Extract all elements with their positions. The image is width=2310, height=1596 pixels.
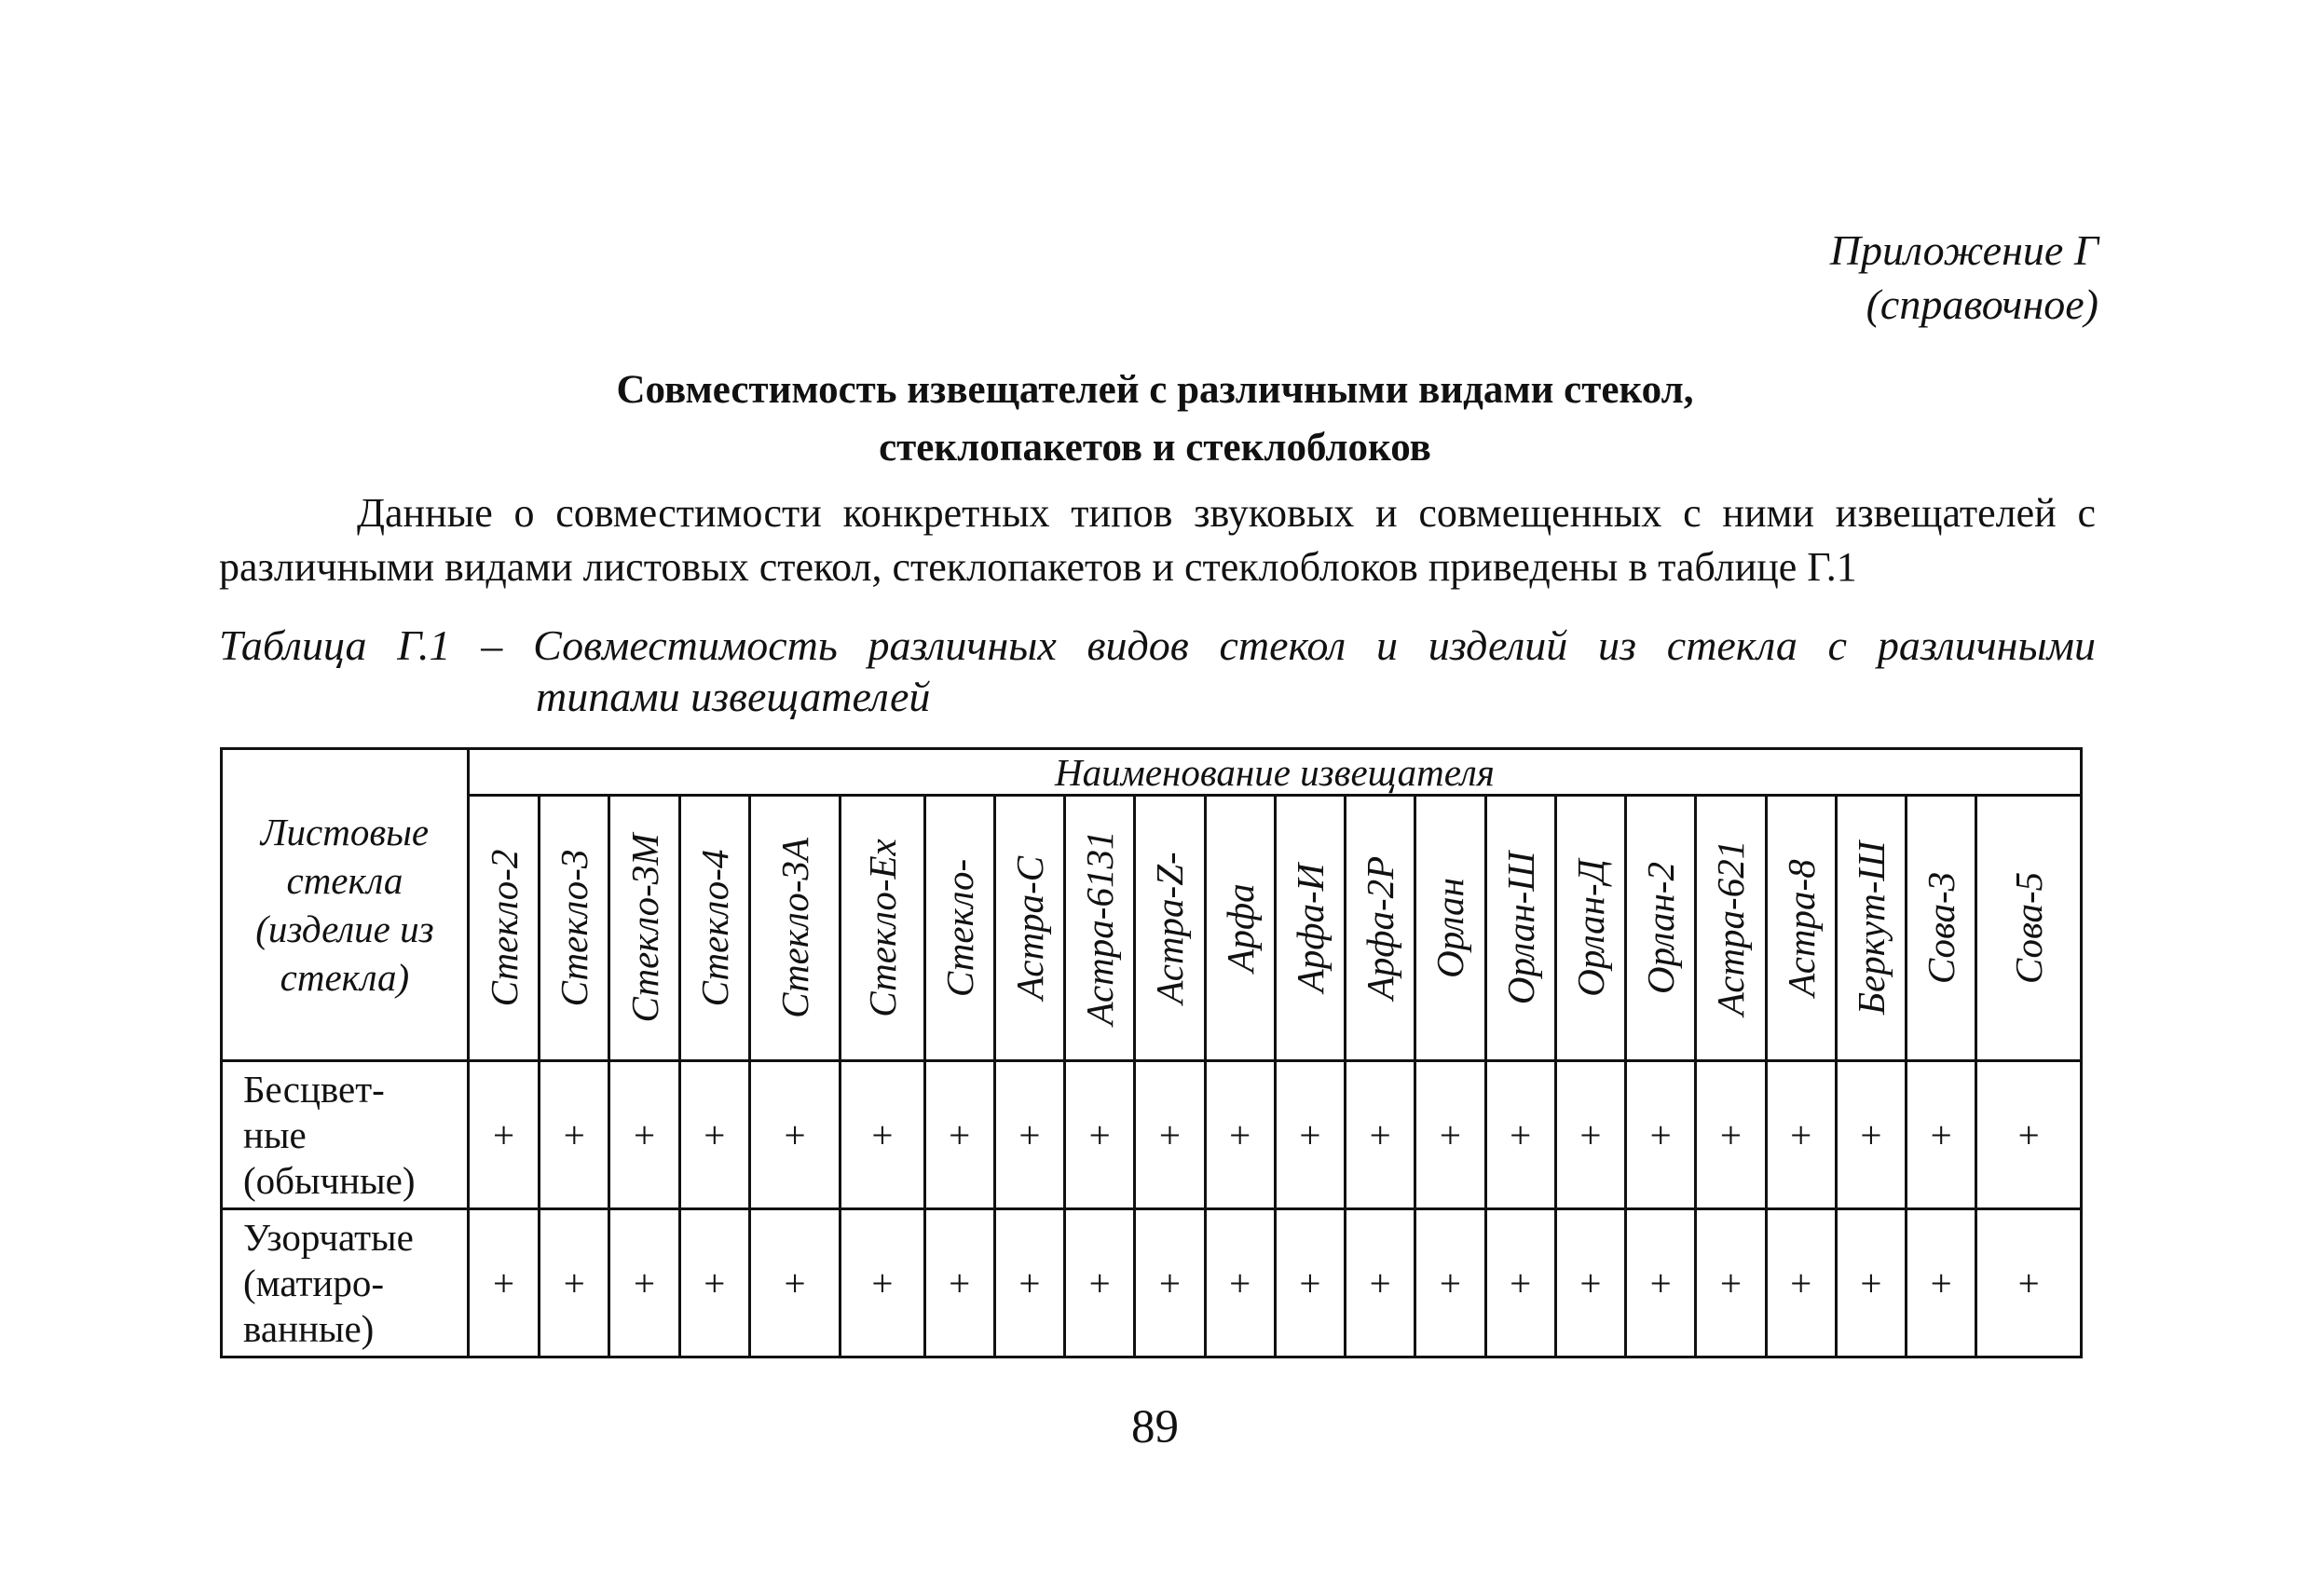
compatibility-mark: + (749, 1209, 840, 1357)
glass-type-label-line: Бесцвет- (243, 1068, 385, 1111)
compatibility-mark: + (1065, 1061, 1135, 1209)
compatibility-mark: + (679, 1209, 749, 1357)
compatibility-mark: + (1907, 1209, 1976, 1357)
detector-header (609, 796, 679, 1061)
detector-name: Орлан-Д (1568, 859, 1612, 997)
detector-name: Сова-3 (1920, 871, 1963, 985)
compatibility-mark: + (609, 1061, 679, 1209)
compatibility-mark: + (1555, 1209, 1625, 1357)
page-number: 89 (1131, 1401, 1179, 1453)
compatibility-mark: + (1696, 1209, 1766, 1357)
compatibility-mark: + (540, 1209, 609, 1357)
glass-type-label-line: (обычные) (243, 1159, 416, 1202)
detector-header (1626, 796, 1696, 1061)
detector-header (1415, 796, 1485, 1061)
corner-header (222, 749, 469, 1061)
caption-line-1: Таблица Г.1 – Совместимость различных видов стекол и изделий из стекла с различными (219, 621, 2096, 669)
detector-name: Астра-6131 (1078, 830, 1122, 1026)
detector-name: Стекло-4 (692, 849, 736, 1007)
table-row (222, 1061, 2082, 1209)
detector-header (1485, 796, 1555, 1061)
glass-type-label-line: ные (243, 1113, 307, 1156)
compatibility-mark: + (994, 1209, 1064, 1357)
table-caption (219, 620, 2096, 722)
corner-header-line: стекла (286, 859, 403, 902)
glass-type-label (222, 1061, 469, 1209)
detector-name: Стекло-3А (773, 838, 817, 1018)
compatibility-mark: + (1766, 1209, 1836, 1357)
compatibility-mark: + (841, 1209, 924, 1357)
compatibility-mark: + (924, 1061, 994, 1209)
compatibility-mark: + (1135, 1209, 1205, 1357)
compatibility-mark: + (1065, 1209, 1135, 1357)
compatibility-mark: + (1836, 1061, 1906, 1209)
compatibility-mark: + (1907, 1061, 1976, 1209)
detector-header (1696, 796, 1766, 1061)
detector-header (1346, 796, 1415, 1061)
glass-type-label (222, 1209, 469, 1357)
compatibility-mark: + (1485, 1209, 1555, 1357)
detector-group-header: Наименование извещателя (468, 749, 2081, 796)
detector-header (1766, 796, 1836, 1061)
detector-name: Орлан (1428, 878, 1472, 978)
detector-header (679, 796, 749, 1061)
section-heading (224, 361, 2086, 477)
detector-name: Арфа (1218, 883, 1262, 973)
detector-header (841, 796, 924, 1061)
detector-header (1907, 796, 1976, 1061)
appendix-subtitle: (справочное) (1866, 280, 2098, 328)
detector-header (540, 796, 609, 1061)
detector-header (924, 796, 994, 1061)
compatibility-mark: + (540, 1061, 609, 1209)
detector-header (994, 796, 1064, 1061)
compatibility-mark: + (1976, 1061, 2082, 1209)
detector-header (1836, 796, 1906, 1061)
corner-header-line: (изделие из (255, 907, 434, 950)
compatibility-table (220, 747, 2083, 1358)
corner-header-line: Листовые (260, 811, 430, 853)
appendix-title: Приложение Г (1829, 226, 2098, 274)
compatibility-mark: + (1275, 1061, 1345, 1209)
detector-header (1205, 796, 1275, 1061)
compatibility-mark: + (1135, 1061, 1205, 1209)
detector-name: Орлан-2 (1639, 862, 1683, 994)
detector-name: Орлан-Ш (1498, 851, 1542, 1005)
compatibility-mark: + (679, 1061, 749, 1209)
intro-paragraph (219, 486, 2096, 594)
compatibility-mark: + (994, 1061, 1064, 1209)
detector-header (749, 796, 840, 1061)
compatibility-mark: + (749, 1061, 840, 1209)
detector-header (468, 796, 539, 1061)
detector-name: Астра-621 (1709, 839, 1753, 1016)
compatibility-mark: + (1415, 1209, 1485, 1357)
compatibility-mark: + (1626, 1209, 1696, 1357)
detector-header (1976, 796, 2082, 1061)
compatibility-mark: + (468, 1209, 539, 1357)
detector-name: Астра-Z- (1148, 852, 1192, 1004)
compatibility-mark: + (1415, 1061, 1485, 1209)
detector-name: Стекло- (937, 858, 981, 998)
table-row (222, 1209, 2082, 1357)
glass-type-label-line: (матиро- (243, 1262, 384, 1304)
compatibility-mark: + (468, 1061, 539, 1209)
heading-line-2: стеклопакетов и стеклоблоков (879, 426, 1431, 470)
compatibility-mark: + (1696, 1061, 1766, 1209)
compatibility-mark: + (1485, 1061, 1555, 1209)
detector-name: Стекло-2 (482, 849, 526, 1007)
detector-name: Стекло-Ех (860, 839, 904, 1017)
compatibility-mark: + (1346, 1061, 1415, 1209)
detector-header (1275, 796, 1345, 1061)
compatibility-mark: + (609, 1209, 679, 1357)
detector-name: Стекло-3 (553, 849, 596, 1007)
detector-name: Арфа-И (1288, 863, 1332, 993)
compatibility-mark: + (1275, 1209, 1345, 1357)
compatibility-mark: + (924, 1209, 994, 1357)
detector-header (1135, 796, 1205, 1061)
glass-type-label-line: Узорчатые (243, 1216, 414, 1259)
detector-name: Сова-5 (2007, 871, 2051, 985)
detector-header (1065, 796, 1135, 1061)
detector-name: Стекло-3М (622, 833, 666, 1023)
intro-paragraph-text: Данные о совместимости конкретных типов звуковых и совмещенных с ними извещателей с различными видами листовых стекол, стеклопакетов и стеклоблоков приведены в таблице Г.1 (219, 490, 2096, 590)
heading-line-1: Совместимость извещателей с различными видами стекол, (616, 368, 1694, 412)
glass-type-label-line: ванные) (243, 1307, 375, 1350)
compatibility-mark: + (1836, 1209, 1906, 1357)
detector-name: Астра-8 (1779, 859, 1823, 997)
compatibility-mark: + (1205, 1061, 1275, 1209)
compatibility-mark: + (841, 1061, 924, 1209)
compatibility-mark: + (1626, 1061, 1696, 1209)
corner-header-line: стекла) (280, 956, 410, 999)
detector-header (1555, 796, 1625, 1061)
compatibility-mark: + (1555, 1061, 1625, 1209)
detector-name: Астра-С (1007, 855, 1051, 1001)
compatibility-mark: + (1766, 1061, 1836, 1209)
detector-name: Беркут-Ш (1849, 840, 1893, 1016)
caption-line-2: типами извещателей (536, 673, 931, 720)
compatibility-mark: + (1346, 1209, 1415, 1357)
detector-name: Арфа-2Р (1359, 855, 1402, 1001)
compatibility-mark: + (1205, 1209, 1275, 1357)
appendix-label (1830, 224, 2098, 332)
compatibility-mark: + (1976, 1209, 2082, 1357)
